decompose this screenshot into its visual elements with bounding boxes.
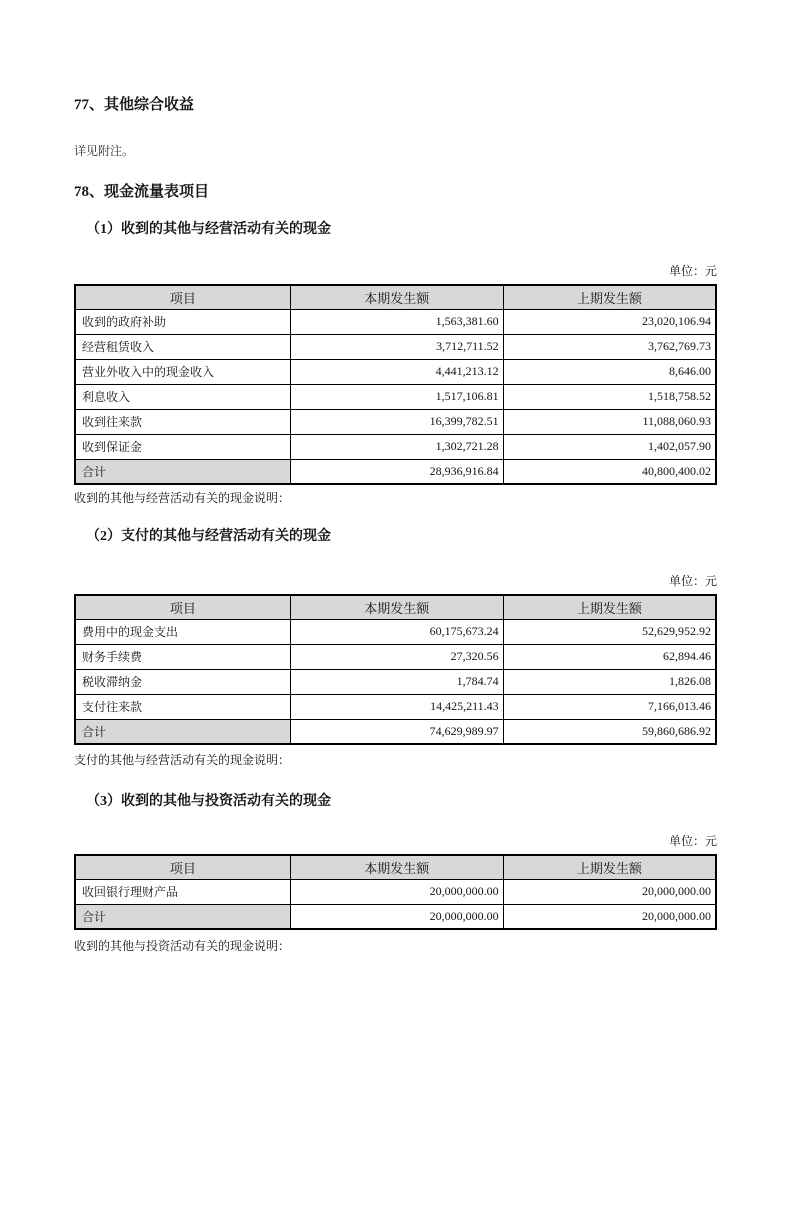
row-current: 60,175,673.24	[290, 619, 503, 644]
row-prior: 1,402,057.90	[503, 434, 716, 459]
col-header-item: 项目	[75, 855, 290, 879]
row-current: 27,320.56	[290, 644, 503, 669]
row-prior: 1,518,758.52	[503, 384, 716, 409]
document-page	[0, 96, 793, 1218]
table-total-row	[75, 459, 716, 484]
row-item: 支付往来款	[75, 694, 290, 719]
table-row	[75, 669, 716, 694]
row-current: 1,784.74	[290, 669, 503, 694]
investing-cash-received-table	[74, 854, 717, 930]
col-header-current: 本期发生额	[290, 855, 503, 879]
row-prior: 62,894.46	[503, 644, 716, 669]
table-row	[75, 619, 716, 644]
col-header-item: 项目	[75, 595, 290, 619]
table-row	[75, 409, 716, 434]
subsection-1-note: 收到的其他与经营活动有关的现金说明：	[74, 491, 291, 505]
table-row	[75, 434, 716, 459]
col-header-prior: 上期发生额	[503, 595, 716, 619]
table-row	[75, 359, 716, 384]
total-label: 合计	[75, 459, 290, 484]
total-current: 20,000,000.00	[290, 904, 503, 929]
section-78-title: 78、现金流量表项目	[74, 184, 210, 200]
section-77-title: 77、其他综合收益	[74, 97, 195, 113]
table-row	[75, 644, 716, 669]
section-77-note: 详见附注。	[74, 144, 135, 158]
page-content	[0, 96, 793, 954]
operating-cash-received-table	[74, 284, 717, 485]
row-prior: 8,646.00	[503, 359, 716, 384]
row-prior: 11,088,060.93	[503, 409, 716, 434]
row-current: 1,517,106.81	[290, 384, 503, 409]
row-prior: 7,166,013.46	[503, 694, 716, 719]
col-header-prior: 上期发生额	[503, 855, 716, 879]
table-row	[75, 309, 716, 334]
operating-cash-paid-table	[74, 594, 717, 745]
total-prior: 40,800,400.02	[503, 459, 716, 484]
total-current: 28,936,916.84	[290, 459, 503, 484]
col-header-current: 本期发生额	[290, 595, 503, 619]
row-item: 利息收入	[75, 384, 290, 409]
row-prior: 23,020,106.94	[503, 309, 716, 334]
total-label: 合计	[75, 904, 290, 929]
table-row	[75, 384, 716, 409]
unit-label-1: 单位：元	[668, 264, 717, 278]
col-header-item: 项目	[75, 285, 290, 309]
row-item: 财务手续费	[75, 644, 290, 669]
table-row	[75, 694, 716, 719]
row-current: 1,302,721.28	[290, 434, 503, 459]
subsection-1-title: （1）收到的其他与经营活动有关的现金	[86, 222, 331, 237]
row-item: 收到往来款	[75, 409, 290, 434]
total-label: 合计	[75, 719, 290, 744]
row-item: 营业外收入中的现金收入	[75, 359, 290, 384]
row-prior: 52,629,952.92	[503, 619, 716, 644]
unit-label-3: 单位：元	[668, 834, 717, 848]
table-header-row	[75, 595, 716, 619]
row-prior: 20,000,000.00	[503, 879, 716, 904]
col-header-current: 本期发生额	[290, 285, 503, 309]
table-total-row	[75, 719, 716, 744]
table-header-row	[75, 855, 716, 879]
row-item: 税收滞纳金	[75, 669, 290, 694]
row-item: 收回银行理财产品	[75, 879, 290, 904]
row-current: 14,425,211.43	[290, 694, 503, 719]
total-current: 74,629,989.97	[290, 719, 503, 744]
row-current: 3,712,711.52	[290, 334, 503, 359]
total-prior: 59,860,686.92	[503, 719, 716, 744]
subsection-2-title: （2）支付的其他与经营活动有关的现金	[86, 529, 331, 544]
row-current: 4,441,213.12	[290, 359, 503, 384]
subsection-2-note: 支付的其他与经营活动有关的现金说明：	[74, 753, 291, 767]
table-row	[75, 879, 716, 904]
table-total-row	[75, 904, 716, 929]
table-header-row	[75, 285, 716, 309]
row-current: 1,563,381.60	[290, 309, 503, 334]
row-prior: 1,826.08	[503, 669, 716, 694]
row-item: 收到的政府补助	[75, 309, 290, 334]
row-item: 经营租赁收入	[75, 334, 290, 359]
subsection-3-title: （3）收到的其他与投资活动有关的现金	[86, 794, 331, 809]
table-row	[75, 334, 716, 359]
unit-label-2: 单位：元	[668, 574, 717, 588]
row-prior: 3,762,769.73	[503, 334, 716, 359]
row-item: 费用中的现金支出	[75, 619, 290, 644]
row-item: 收到保证金	[75, 434, 290, 459]
total-prior: 20,000,000.00	[503, 904, 716, 929]
subsection-3-note: 收到的其他与投资活动有关的现金说明：	[74, 939, 291, 953]
col-header-prior: 上期发生额	[503, 285, 716, 309]
row-current: 16,399,782.51	[290, 409, 503, 434]
row-current: 20,000,000.00	[290, 879, 503, 904]
